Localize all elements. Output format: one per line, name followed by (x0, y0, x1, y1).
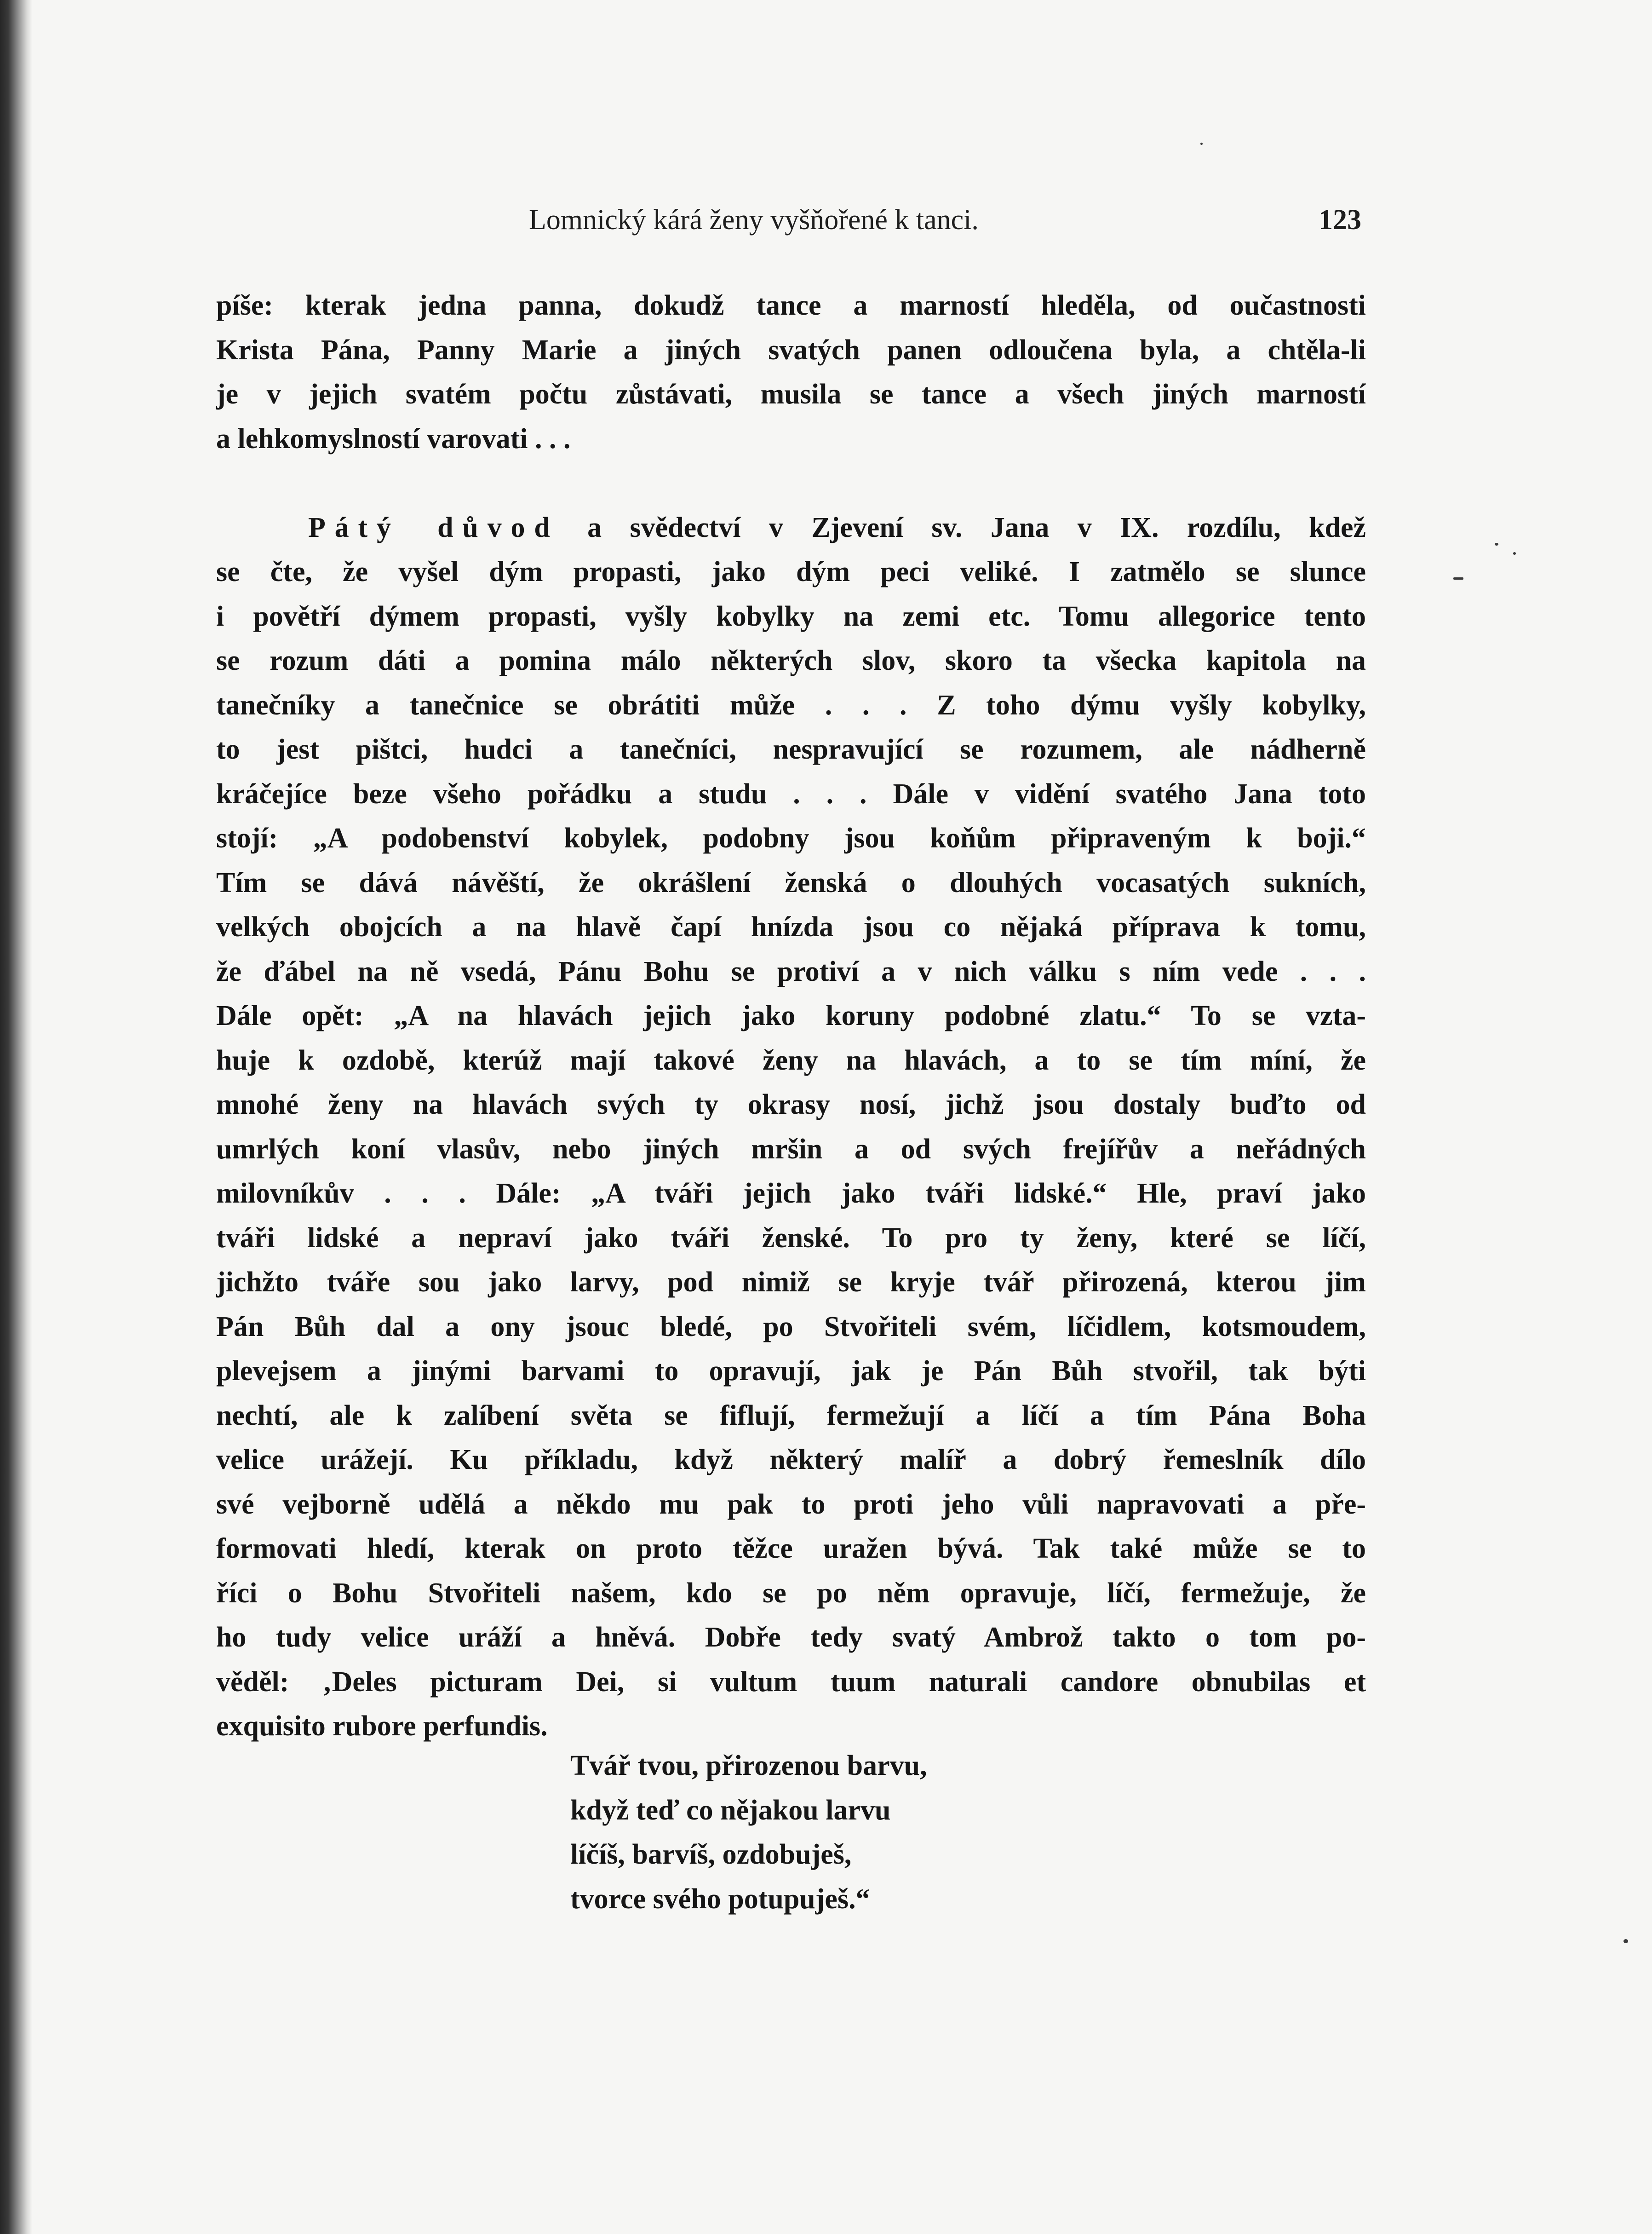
verse-line: Tvář tvou, přirozenou barvu, (570, 1750, 927, 1781)
verse-line: když teď co nějakou larvu (570, 1794, 891, 1826)
text-line: se čte, že vyšel dým propasti, jako dým peci veliké. I zatmělo se slunce (216, 556, 1366, 587)
scan-speck (1200, 143, 1203, 145)
text-line: plevejsem a jinými barvami to opravují, jak je Pán Bůh stvořil, tak býti (216, 1355, 1366, 1387)
text-line: i povětří dýmem propasti, vyšly kobylky na zemi etc. Tomu allegorice tento (216, 600, 1366, 632)
text-line: umrlých koní vlasův, nebo jiných mršin a od svých frejířův a neřádných (216, 1133, 1366, 1165)
text-line: věděl: ‚Deles picturam Dei, si vultum tuum naturali candore obnubilas et (216, 1666, 1366, 1698)
body-text (216, 283, 1366, 1749)
text-line: formovati hledí, kterak on proto těžce uražen bývá. Tak také může se to (216, 1533, 1366, 1564)
text-line: ho tudy velice uráží a hněvá. Dobře tedy svatý Ambrož takto o tom po- (216, 1622, 1366, 1653)
first-line-rest: a svědectví v Zjevení sv. Jana v IX. rozdílu, kdež (559, 512, 1366, 543)
scan-speck (1453, 577, 1463, 580)
text-line-first (216, 506, 1366, 550)
binding-edge (0, 0, 32, 2234)
verse-quote (570, 1744, 1122, 1921)
text-line: Pán Bůh dal a ony jsouc bledé, po Stvořiteli svém, líčidlem, kotsmoudem, (216, 1311, 1366, 1342)
page-number: 123 (1319, 204, 1361, 236)
text-line: to jest pištci, hudci a tanečníci, nespravující se rozumem, ale nádherně (216, 734, 1366, 765)
scan-speck (1495, 543, 1498, 546)
text-line: tváři lidské a nepraví jako tváři ženské. To pro ty ženy, které se líčí, (216, 1222, 1366, 1254)
spaced-lead: Pátý důvod (308, 512, 559, 543)
running-head (216, 202, 1361, 238)
text-line: stojí: „A podobenství kobylek, podobny jsou koňům připraveným k boji.“ (216, 823, 1366, 854)
text-line: říci o Bohu Stvořiteli našem, kdo se po něm opravuje, líčí, fermežuje, že (216, 1577, 1366, 1609)
verse-line: líčíš, barvíš, ozdobuješ, (570, 1839, 852, 1870)
text-line: kráčejíce beze všeho pořádku a studu . . . Dále v vidění svatého Jana toto (216, 778, 1366, 810)
text-line: je v jejich svatém počtu zůstávati, musila se tance a všech jiných marností (216, 379, 1366, 410)
text-line: jichžto tváře sou jako larvy, pod nimiž se kryje tvář přirozená, kterou jim (216, 1267, 1366, 1298)
text-line: velkých obojcích a na hlavě čapí hnízda jsou co nějaká příprava k tomu, (216, 911, 1366, 943)
paragraph-gap (216, 461, 1366, 506)
text-line: tanečníky a tanečnice se obrátiti může . . . Z toho dýmu vyšly kobylky, (216, 689, 1366, 721)
text-line: a lehkomyslností varovati . . . (216, 423, 571, 455)
paragraph-2 (216, 506, 1366, 1749)
running-title: Lomnický kárá ženy vyšňořené k tanci. (529, 204, 979, 236)
text-line: Krista Pána, Panny Marie a jiných svatých panen odloučena byla, a chtěla-li (216, 334, 1366, 366)
text-line: své vejborně udělá a někdo mu pak to proti jeho vůli napravovati a pře- (216, 1488, 1366, 1520)
scan-speck (1513, 552, 1516, 555)
text-line: se rozum dáti a pomina málo některých slov, skoro ta všecka kapitola na (216, 645, 1366, 676)
text-line: Dále opět: „A na hlavách jejich jako koruny podobné zlatu.“ To se vzta- (216, 1000, 1366, 1031)
verse-line: tvorce svého potupuješ.“ (570, 1883, 870, 1915)
scan-speck (1623, 1939, 1628, 1943)
text-line: nechtí, ale k zalíbení světa se fiflují, fermežují a líčí a tím Pána Boha (216, 1399, 1366, 1431)
text-line: píše: kterak jedna panna, dokudž tance a marností hleděla, od oučastnosti (216, 290, 1366, 321)
text-line: velice urážejí. Ku příkladu, když některý malíř a dobrý řemeslník dílo (216, 1444, 1366, 1475)
text-line: exquisito rubore perfundis. (216, 1710, 548, 1742)
text-line: Tím se dává návěští, že okrášlení ženská o dlouhých vocasatých sukních, (216, 867, 1366, 898)
text-line: mnohé ženy na hlavách svých ty okrasy nosí, jichž jsou dostaly buďto od (216, 1089, 1366, 1120)
text-line: huje k ozdobě, kterúž mají takové ženy na hlavách, a to se tím míní, že (216, 1044, 1366, 1076)
paragraph-1 (216, 283, 1366, 461)
text-line: milovníkův . . . Dále: „A tváři jejich jako tváři lidské.“ Hle, praví jako (216, 1178, 1366, 1209)
text-line: že ďábel na ně vsedá, Pánu Bohu se protiví a v nich válku s ním vede . . . (216, 956, 1366, 987)
